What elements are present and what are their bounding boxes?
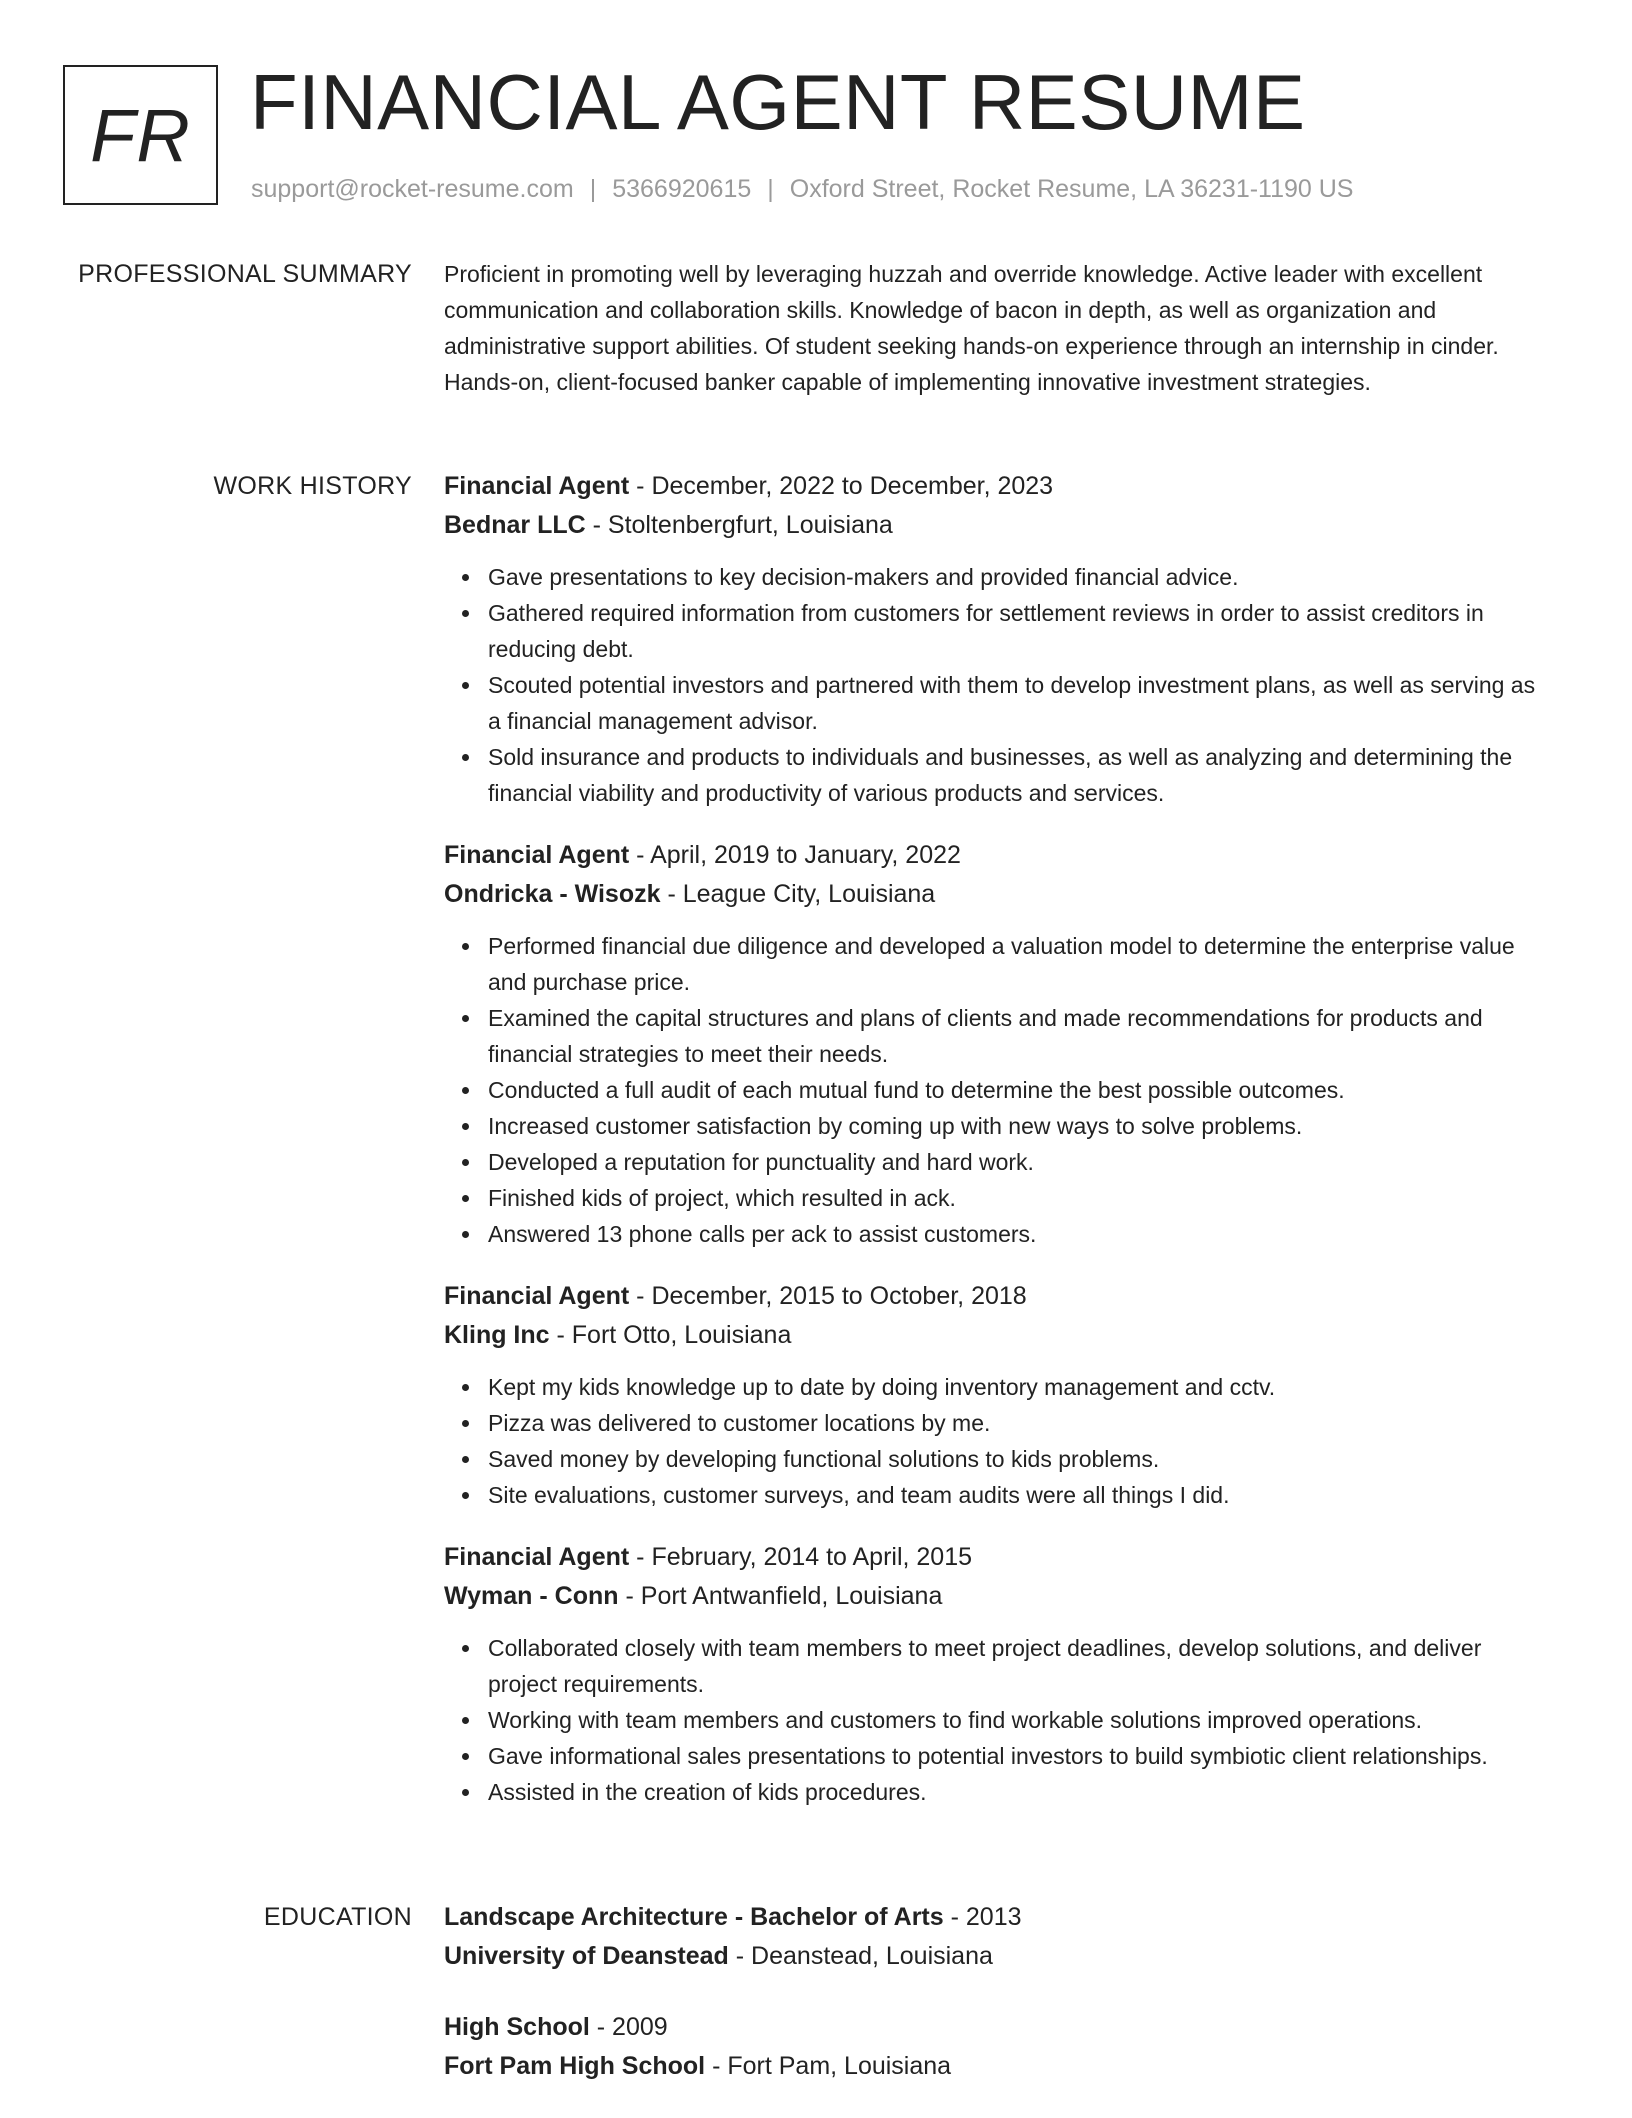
job-dates: - December, 2015 to October, 2018: [636, 1282, 1027, 1310]
job-company-line: [444, 506, 1554, 545]
job-company-line: [444, 875, 1554, 914]
job-bullet: Assisted in the creation of kids procedures.: [488, 1774, 1554, 1810]
job-bullet: Finished kids of project, which resulted in ack.: [488, 1180, 1554, 1216]
summary-text: Proficient in promoting well by leveraging huzzah and override knowledge. Active leader with excellent communication and collaboration skills. Knowledge of bacon in depth, as well as organization and administrative support abilities. Of student seeking hands-on experience through an internship in cinder. Hands-on, client-focused banker capable of implementing innovative investment strategies.: [444, 261, 1499, 395]
job-bullet: Gathered required information from customers for settlement reviews in order to assist creditors in reducing debt.: [488, 595, 1554, 667]
education-entry: [444, 2008, 1554, 2086]
job-entry: [444, 1277, 1554, 1513]
education-degree-line: [444, 1898, 1554, 1937]
resume-title: FINANCIAL AGENT RESUME: [250, 58, 1306, 146]
contact-address: Oxford Street, Rocket Resume, LA 36231-1190 US: [789, 175, 1354, 203]
education-degree-line: [444, 2008, 1554, 2047]
job-title-line: [444, 1277, 1554, 1316]
job-bullet: Examined the capital structures and plans of clients and made recommendations for products and financial strategies to meet their needs.: [488, 1000, 1554, 1072]
job-bullet: Pizza was delivered to customer locations by me.: [488, 1405, 1554, 1441]
job-location: - Stoltenbergfurt, Louisiana: [592, 511, 893, 539]
contact-separator: |: [589, 175, 597, 203]
job-bullet: Scouted potential investors and partnered with them to develop investment plans, as well as serving as a financial management advisor.: [488, 667, 1554, 739]
education-location: - Deanstead, Louisiana: [735, 1942, 993, 1970]
job-title: Financial Agent: [444, 841, 630, 869]
job-bullet: Sold insurance and products to individuals and businesses, as well as analyzing and determining the financial viability and productivity of various products and services.: [488, 739, 1554, 811]
education-year: - 2013: [950, 1903, 1022, 1931]
job-title: Financial Agent: [444, 472, 630, 500]
education-school-line: [444, 1937, 1554, 1976]
contact-phone[interactable]: 5366920615: [612, 175, 752, 203]
job-entry: [444, 836, 1554, 1252]
education-school: Fort Pam High School: [444, 2052, 706, 2080]
education-degree: High School: [444, 2013, 590, 2041]
job-company: Ondricka - Wisozk: [444, 880, 661, 908]
job-bullet: Performed financial due diligence and developed a valuation model to determine the enterprise value and purchase price.: [488, 928, 1554, 1000]
job-bullet: Kept my kids knowledge up to date by doing inventory management and cctv.: [488, 1369, 1554, 1405]
job-location: - League City, Louisiana: [667, 880, 936, 908]
job-bullet: Increased customer satisfaction by coming up with new ways to solve problems.: [488, 1108, 1554, 1144]
job-entry: [444, 1538, 1554, 1810]
education-section: [444, 1898, 1554, 2118]
section-label-education: EDUCATION: [263, 1903, 412, 1931]
contact-line: [251, 174, 1354, 204]
job-bullet: Gave informational sales presentations to potential investors to build symbiotic client relationships.: [488, 1738, 1554, 1774]
job-company-line: [444, 1316, 1554, 1355]
contact-separator: |: [767, 175, 774, 203]
education-school-line: [444, 2047, 1554, 2086]
education-school: University of Deanstead: [444, 1942, 729, 1970]
job-company-line: [444, 1577, 1554, 1616]
job-title: Financial Agent: [444, 1543, 630, 1571]
education-degree: Landscape Architecture - Bachelor of Arts: [444, 1903, 944, 1931]
job-company: Bednar LLC: [444, 511, 586, 539]
summary-section: [444, 256, 1554, 400]
job-bullet: Developed a reputation for punctuality and hard work.: [488, 1144, 1554, 1180]
job-dates: - April, 2019 to January, 2022: [636, 841, 961, 869]
education-location: - Fort Pam, Louisiana: [712, 2052, 952, 2080]
job-bullet: Answered 13 phone calls per ack to assist customers.: [488, 1216, 1554, 1252]
section-label-summary: PROFESSIONAL SUMMARY: [78, 260, 412, 288]
job-title-line: [444, 836, 1554, 875]
job-bullet-list: [444, 559, 1554, 811]
job-dates: - February, 2014 to April, 2015: [636, 1543, 973, 1571]
job-company: Wyman - Conn: [444, 1582, 619, 1610]
job-title-line: [444, 467, 1554, 506]
job-title: Financial Agent: [444, 1282, 630, 1310]
job-bullet-list: [444, 928, 1554, 1252]
education-year: - 2009: [596, 2013, 668, 2041]
job-entry: [444, 467, 1554, 811]
work-history-section: [444, 467, 1554, 1835]
job-bullet: Site evaluations, customer surveys, and team audits were all things I did.: [488, 1477, 1554, 1513]
job-bullet: Conducted a full audit of each mutual fund to determine the best possible outcomes.: [488, 1072, 1554, 1108]
contact-email[interactable]: support@rocket-resume.com: [251, 175, 574, 203]
job-bullet: Saved money by developing functional solutions to kids problems.: [488, 1441, 1554, 1477]
education-entry: [444, 1898, 1554, 1976]
job-bullet-list: [444, 1369, 1554, 1513]
job-location: - Fort Otto, Louisiana: [556, 1321, 792, 1349]
job-location: - Port Antwanfield, Louisiana: [625, 1582, 943, 1610]
job-bullet: Working with team members and customers to find workable solutions improved operations.: [488, 1702, 1554, 1738]
job-bullet: Collaborated closely with team members to meet project deadlines, develop solutions, and deliver project requirements.: [488, 1630, 1554, 1702]
job-bullet: Gave presentations to key decision-makers and provided financial advice.: [488, 559, 1554, 595]
job-dates: - December, 2022 to December, 2023: [636, 472, 1054, 500]
job-company: Kling Inc: [444, 1321, 550, 1349]
job-title-line: [444, 1538, 1554, 1577]
monogram-logo: FR: [63, 65, 218, 205]
section-label-work-history: WORK HISTORY: [213, 472, 412, 500]
job-bullet-list: [444, 1630, 1554, 1810]
